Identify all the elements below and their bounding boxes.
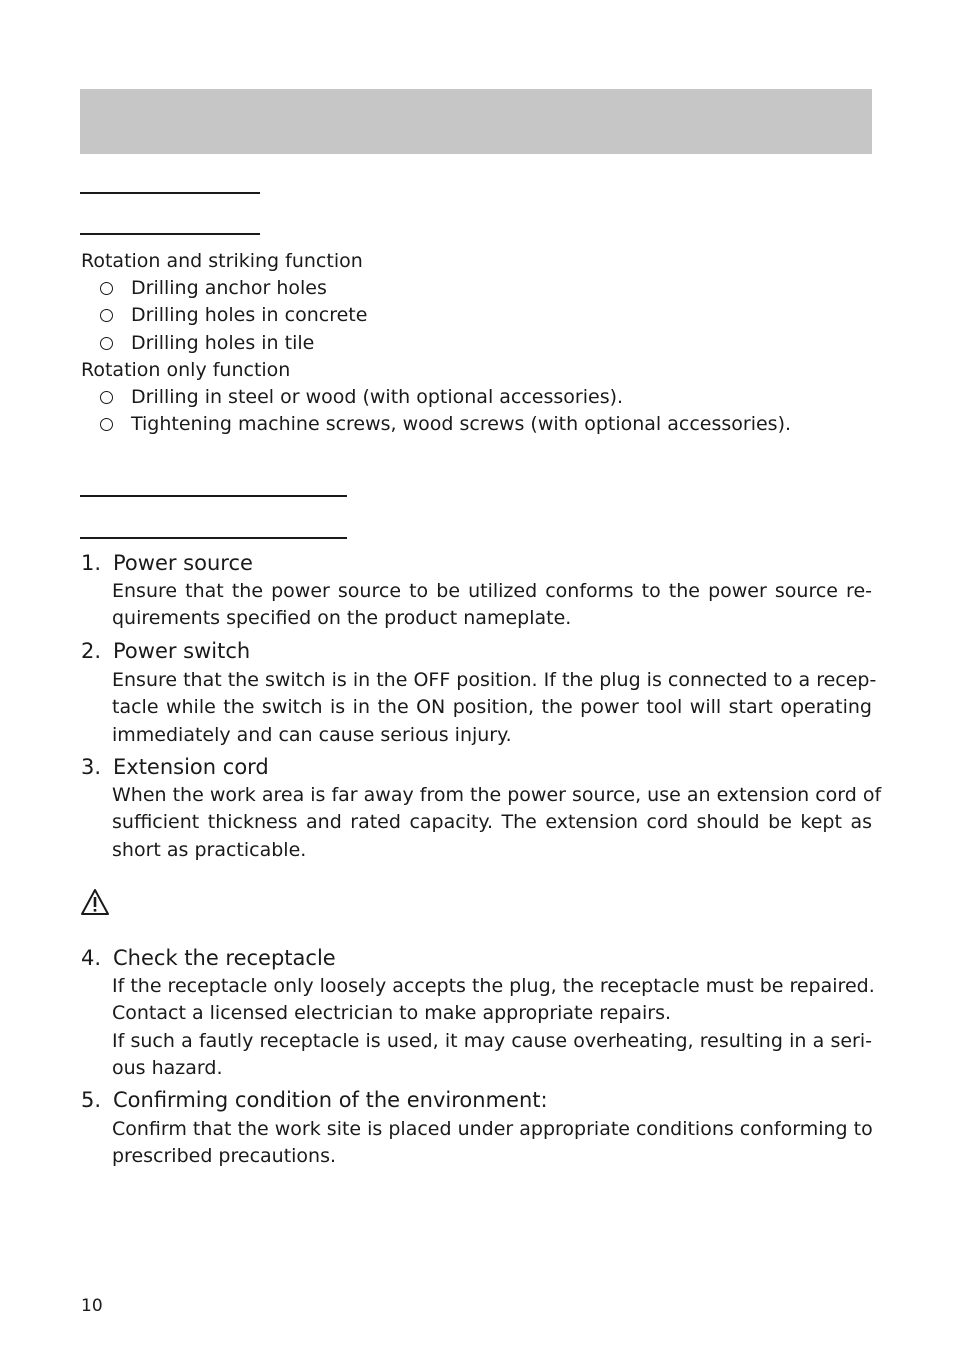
group-label-rotation-only: Rotation only function xyxy=(81,359,291,381)
page-number: 10 xyxy=(81,1296,103,1316)
list-item: Drilling anchor holes xyxy=(100,277,327,299)
item-heading-power-switch: 2. Power switch xyxy=(81,639,251,663)
heading-rule-top xyxy=(80,192,260,194)
item-body-power-source: Ensure that the power source to be utilized conforms to the power source re- quirements specified on the product nameplate. xyxy=(112,580,872,630)
heading-rule-top xyxy=(80,495,347,497)
circle-bullet-icon xyxy=(100,282,113,295)
circle-bullet-icon xyxy=(100,337,113,350)
circle-bullet-icon xyxy=(100,309,113,322)
item-body-check-receptacle: If the receptacle only loosely accepts the plug, the receptacle must be repaired. Contact a licensed electrician to make appropriate repairs. If such a fautly receptacle is used, it may cause overheating, resulting in a seri- ous hazard. xyxy=(112,975,875,1080)
item-body-power-switch: Ensure that the switch is in the OFF position. If the plug is connected to a recep- tacle while the switch is in the ON position, the power tool will start operating immediately and can cause serious injury. xyxy=(112,669,877,746)
section-header-band xyxy=(80,89,872,154)
warning-triangle-icon xyxy=(80,888,110,916)
list-item: Drilling holes in tile xyxy=(100,332,314,354)
item-heading-extension-cord: 3. Extension cord xyxy=(81,755,269,779)
item-heading-environment: 5. Confirming condition of the environment: xyxy=(81,1088,548,1112)
heading-rule-bottom xyxy=(80,537,347,539)
heading-rule-bottom xyxy=(80,233,260,235)
list-item: Drilling holes in concrete xyxy=(100,304,367,326)
circle-bullet-icon xyxy=(100,391,113,404)
group-label-rotation-striking: Rotation and striking function xyxy=(81,250,363,272)
item-body-extension-cord: When the work area is far away from the power source, use an extension cord of sufficient thickness and rated capacity. The extension cord should be kept as short as practicable. xyxy=(112,784,882,861)
circle-bullet-icon xyxy=(100,418,113,431)
list-item: Tightening machine screws, wood screws (with optional accessories). xyxy=(100,413,791,435)
item-heading-power-source: 1. Power source xyxy=(81,551,253,575)
list-item: Drilling in steel or wood (with optional accessories). xyxy=(100,386,623,408)
item-body-environment: Confirm that the work site is placed under appropriate conditions conforming to prescribed precautions. xyxy=(112,1118,873,1168)
item-heading-check-receptacle: 4. Check the receptacle xyxy=(81,946,336,970)
